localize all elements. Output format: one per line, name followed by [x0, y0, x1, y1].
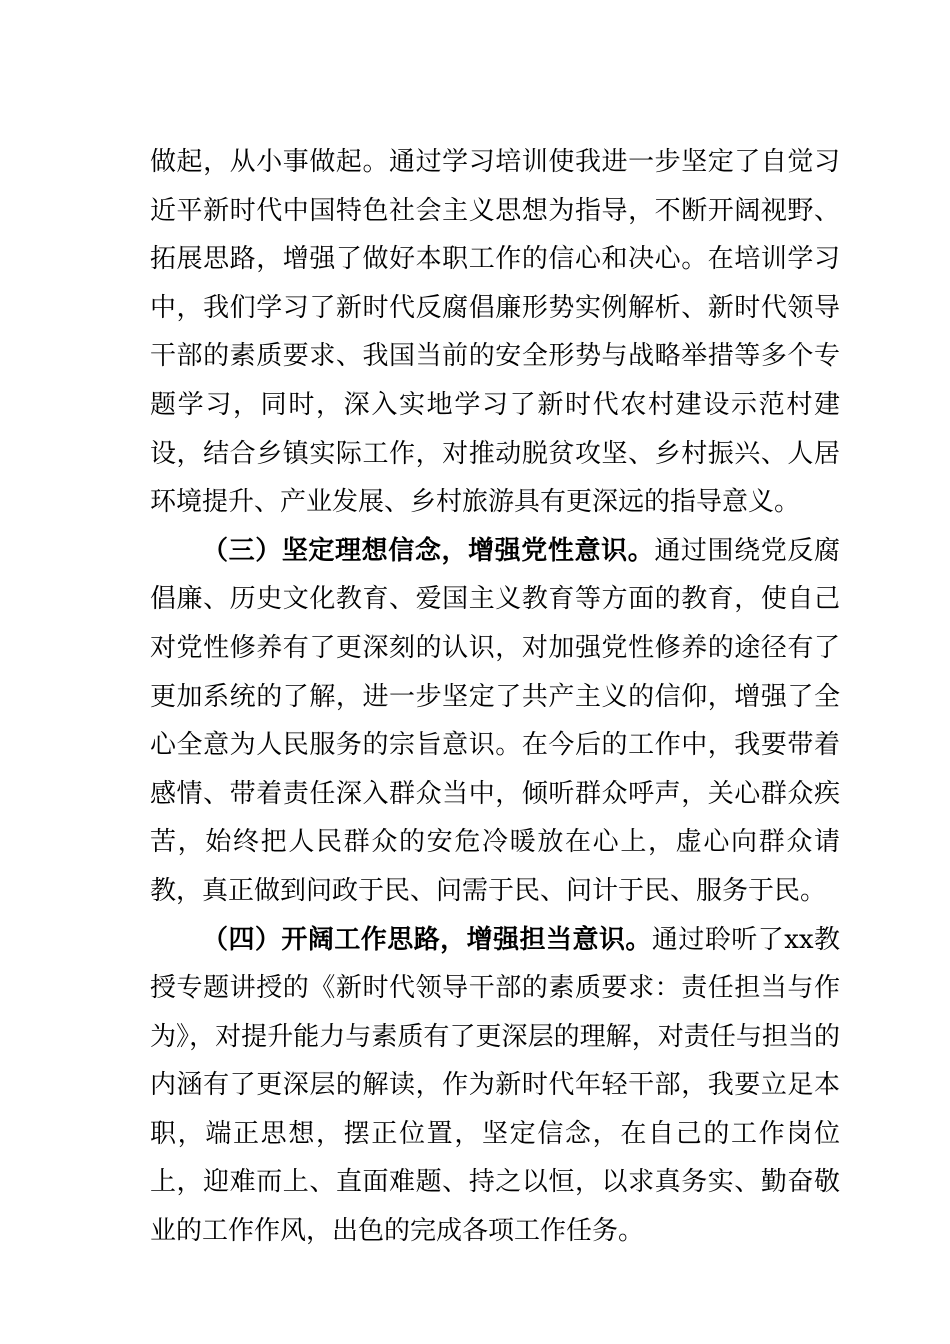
paragraph-text: 通过聆听了xx教授专题讲授的《新时代领导干部的素质要求：责任担当与作为》，对提升能力与素质有了更深层的理解，对责任与担当的内涵有了更深层的解读，作为新时代年轻干部，我要立足本职，端正思想，摆正位置，坚定信念，在自己的工作岗位上，迎难而上、直面难题、持之以恒，以求真务实、勤奋敬业的工作作风，出色的完成各项工作任务。: [150, 924, 840, 1247]
paragraph-continuation: [150, 138, 840, 527]
section-heading: （四）开阔工作思路，增强担当意识。: [202, 924, 652, 955]
section-heading: （三）坚定理想信念，增强党性意识。: [202, 535, 655, 566]
paragraph-section-4: [150, 916, 840, 1256]
paragraph-text: 做起，从小事做起。通过学习培训使我进一步坚定了自觉习近平新时代中国特色社会主义思想为指导，不断开阔视野、拓展思路，增强了做好本职工作的信心和决心。在培训学习中，我们学习了新时代反腐倡廉形势实例解析、新时代领导干部的素质要求、我国当前的安全形势与战略举措等多个专题学习，同时，深入实地学习了新时代农村建设示范村建设，结合乡镇实际工作，对推动脱贫攻坚、乡村振兴、人居环境提升、产业发展、乡村旅游具有更深远的指导意义。: [150, 147, 840, 518]
paragraph-text: 通过围绕党反腐倡廉、历史文化教育、爱国主义教育等方面的教育，使自己对党性修养有了更深刻的认识，对加强党性修养的途径有了更加系统的了解，进一步坚定了共产主义的信仰，增强了全心全意为人民服务的宗旨意识。在今后的工作中，我要带着感情、带着责任深入群众当中，倾听群众呼声，关心群众疾苦，始终把人民群众的安危冷暖放在心上，虚心向群众请教，真正做到问政于民、问需于民、问计于民、服务于民。: [150, 535, 840, 906]
paragraph-section-3: [150, 527, 840, 916]
document-body: [150, 138, 840, 1256]
